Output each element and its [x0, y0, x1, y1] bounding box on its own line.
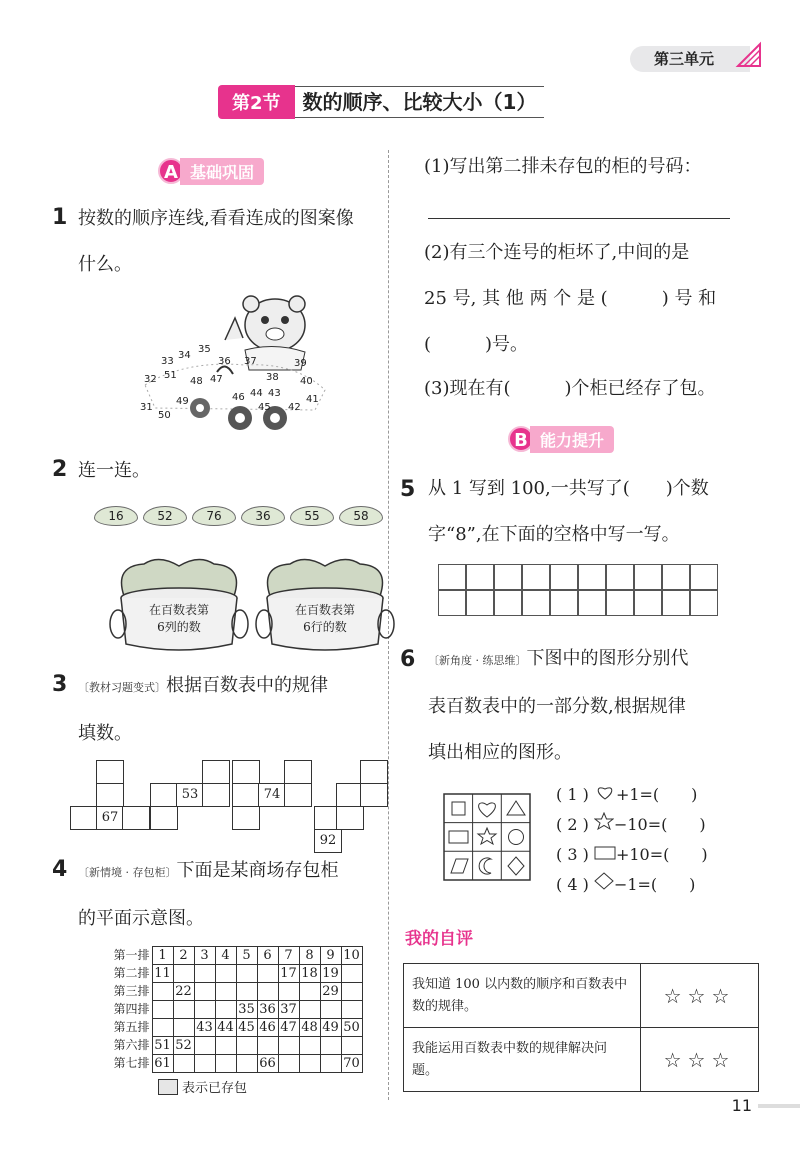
- locker-cell[interactable]: 70: [341, 1055, 362, 1073]
- writing-cell[interactable]: [466, 590, 494, 616]
- eval-text: 我能运用百数表中数的规律解决问题。: [404, 1028, 641, 1092]
- q2-text: 连一连。: [78, 460, 150, 481]
- locker-cell[interactable]: [194, 1055, 215, 1073]
- page-bar: [758, 1104, 800, 1108]
- puzzle-cell[interactable]: [232, 806, 260, 830]
- dot-label: 35: [198, 344, 211, 355]
- table-row: [104, 1055, 362, 1073]
- eval-stars[interactable]: ☆☆☆: [641, 1028, 759, 1092]
- locker-cell[interactable]: [257, 983, 278, 1001]
- locker-cell[interactable]: [320, 1037, 341, 1055]
- table-row: [404, 964, 759, 1028]
- dot-label: 32: [144, 374, 157, 385]
- locker-cell[interactable]: [299, 983, 320, 1001]
- q4-sub2: [424, 230, 734, 368]
- locker-cell[interactable]: [341, 965, 362, 983]
- writing-cell[interactable]: [606, 590, 634, 616]
- locker-cell[interactable]: [215, 1001, 236, 1019]
- writing-cell[interactable]: [494, 590, 522, 616]
- q6-eq4: [556, 870, 708, 900]
- locker-cell[interactable]: 35: [236, 1001, 257, 1019]
- eq-rest[interactable]: +10=( ): [615, 845, 708, 864]
- locker-cell[interactable]: 8: [299, 947, 320, 965]
- dot-label: 50: [158, 410, 171, 421]
- q6-line3: 填出相应的图形。: [428, 742, 572, 763]
- leaf-number[interactable]: 16: [94, 506, 138, 526]
- locker-cell[interactable]: [215, 983, 236, 1001]
- locker-cell[interactable]: [194, 1037, 215, 1055]
- section-title: 数的顺序、比较大小（1）: [295, 86, 545, 118]
- locker-cell[interactable]: 37: [278, 1001, 299, 1019]
- q5-number: 5: [400, 477, 416, 502]
- dot-label: 38: [266, 372, 279, 383]
- rectangle-icon: [449, 831, 468, 843]
- basket-column-6[interactable]: [104, 556, 254, 656]
- basket-label-line: 6行的数: [303, 620, 347, 634]
- triangle-icon: [507, 801, 525, 815]
- puzzle-cell[interactable]: [122, 806, 150, 830]
- writing-cell[interactable]: [690, 564, 718, 590]
- q6-eq2: [556, 810, 708, 840]
- locker-cell[interactable]: 11: [152, 965, 173, 983]
- locker-table: [104, 946, 363, 1073]
- puzzle-cell[interactable]: [232, 760, 260, 784]
- locker-cell[interactable]: 2: [173, 947, 194, 965]
- locker-cell[interactable]: 44: [215, 1019, 236, 1037]
- locker-cell[interactable]: 5: [236, 947, 257, 965]
- q4-tag: 〔新情境 · 存包柜〕: [78, 866, 177, 879]
- eq-rest[interactable]: −10=( ): [613, 815, 706, 834]
- table-row: [104, 965, 362, 983]
- locker-cell[interactable]: [341, 1037, 362, 1055]
- locker-cell[interactable]: 1: [152, 947, 173, 965]
- section-a-badge: [158, 158, 264, 184]
- puzzle-cell[interactable]: [284, 760, 312, 784]
- locker-cell[interactable]: 66: [257, 1055, 278, 1073]
- dot-label: 42: [288, 402, 301, 413]
- dot-label: 44: [250, 388, 263, 399]
- q1-line1: 按数的顺序连线,看看连成的图案像: [78, 208, 354, 229]
- dot-label: 41: [306, 394, 319, 405]
- q1-text: [78, 196, 354, 288]
- q1-dot-picture: [125, 290, 355, 430]
- q4-sub1: (1)写出第二排未存包的柜的号码：: [424, 156, 702, 177]
- locker-cell[interactable]: [341, 1001, 362, 1019]
- locker-cell[interactable]: [299, 1055, 320, 1073]
- q3-text: [78, 663, 328, 757]
- q4-text: [78, 848, 339, 942]
- locker-cell[interactable]: 19: [320, 965, 341, 983]
- self-eval-title: 我的自评: [405, 929, 473, 949]
- q4-sub3: (3)现在有( )个柜已经存了包。: [424, 378, 716, 399]
- locker-cell[interactable]: 61: [152, 1055, 173, 1073]
- locker-cell[interactable]: 43: [194, 1019, 215, 1037]
- locker-cell[interactable]: 29: [320, 983, 341, 1001]
- puzzle-cell[interactable]: [202, 760, 230, 784]
- puzzle-cell[interactable]: [202, 783, 230, 807]
- q6-number: 6: [400, 647, 416, 672]
- leaf-number[interactable]: 36: [241, 506, 285, 526]
- dot-label: 45: [258, 402, 271, 413]
- q4-sub2-line1: (2)有三个连号的柜坏了,中间的是: [424, 242, 690, 263]
- locker-cell[interactable]: [320, 1055, 341, 1073]
- q4-sub2-line3: ( )号。: [424, 334, 529, 355]
- writing-cell[interactable]: [466, 564, 494, 590]
- parallelogram-icon: [451, 859, 468, 873]
- eq-index: ( 4 ): [556, 875, 589, 894]
- rectangle-icon: [594, 846, 616, 860]
- locker-cell[interactable]: [320, 1001, 341, 1019]
- star-icon: [594, 812, 614, 830]
- bear-icon: [225, 296, 305, 370]
- dot-label: 34: [178, 350, 191, 361]
- dot-label: 47: [210, 374, 223, 385]
- locker-cell[interactable]: [236, 965, 257, 983]
- locker-cell[interactable]: [341, 983, 362, 1001]
- writing-cell[interactable]: [662, 590, 690, 616]
- section-b-letter: B: [508, 426, 534, 452]
- writing-cell[interactable]: [438, 564, 466, 590]
- locker-cell[interactable]: [278, 983, 299, 1001]
- q6-shape-grid: [443, 793, 531, 881]
- diamond-icon: [594, 872, 614, 890]
- table-row: [104, 1019, 362, 1037]
- table-row: [104, 1037, 362, 1055]
- table-row: [104, 947, 362, 965]
- locker-cell[interactable]: [257, 1037, 278, 1055]
- row-label: 第五排: [113, 1020, 150, 1034]
- writing-cell[interactable]: [606, 564, 634, 590]
- leaf-number[interactable]: 55: [290, 506, 334, 526]
- section-a-label: 基础巩固: [180, 158, 264, 185]
- writing-cell[interactable]: [550, 590, 578, 616]
- dot-label: 46: [232, 392, 245, 403]
- dot-label: 49: [176, 396, 189, 407]
- q6-equations: [556, 780, 708, 900]
- section-a-letter: A: [158, 158, 184, 184]
- locker-cell[interactable]: [215, 965, 236, 983]
- locker-cell[interactable]: [215, 1037, 236, 1055]
- leaf-number[interactable]: 76: [192, 506, 236, 526]
- locker-cell[interactable]: [173, 1001, 194, 1019]
- locker-cell[interactable]: 9: [320, 947, 341, 965]
- eq-index: ( 3 ): [556, 845, 589, 864]
- heart-icon: [594, 784, 616, 800]
- writing-cell[interactable]: [690, 590, 718, 616]
- writing-cell[interactable]: [438, 590, 466, 616]
- puzzle-cell[interactable]: [336, 806, 364, 830]
- puzzle-cell: 92: [314, 829, 342, 853]
- locker-cell[interactable]: [278, 1037, 299, 1055]
- eval-text: 我知道 100 以内数的顺序和百数表中数的规律。: [404, 964, 641, 1028]
- eq-index: ( 2 ): [556, 815, 589, 834]
- basket-label: [134, 602, 224, 636]
- dot-label: 33: [161, 356, 174, 367]
- section-b-badge: [508, 426, 614, 452]
- writing-cell[interactable]: [522, 590, 550, 616]
- q4-sub2-line2: 25 号, 其 他 两 个 是 ( ) 号 和: [424, 288, 717, 309]
- q6-eq1: [556, 780, 708, 810]
- puzzle-cell[interactable]: [150, 783, 178, 807]
- star-icon: [478, 828, 496, 844]
- q3-tag: 〔教材习题变式〕: [78, 681, 166, 694]
- puzzle-cell[interactable]: [70, 806, 98, 830]
- section-tag: 第2节: [218, 85, 295, 119]
- locker-cell[interactable]: 6: [257, 947, 278, 965]
- moon-icon: [479, 858, 491, 874]
- q2-number: 2: [52, 457, 68, 482]
- puzzle-cell[interactable]: [284, 783, 312, 807]
- locker-diagram: [104, 946, 363, 1096]
- diamond-icon: [508, 857, 524, 875]
- writing-cell[interactable]: [634, 564, 662, 590]
- eval-stars[interactable]: ☆☆☆: [641, 964, 759, 1028]
- eq-rest[interactable]: −1=( ): [613, 875, 696, 894]
- q1-line2: 什么。: [78, 254, 132, 275]
- leaf-number[interactable]: 58: [339, 506, 383, 526]
- locker-cell[interactable]: 4: [215, 947, 236, 965]
- dot-label: 39: [294, 358, 307, 369]
- puzzle-cell: 53: [176, 783, 204, 807]
- writing-cell[interactable]: [662, 564, 690, 590]
- locker-cell[interactable]: 22: [173, 983, 194, 1001]
- puzzle-cell[interactable]: [96, 783, 124, 807]
- locker-cell[interactable]: [152, 1001, 173, 1019]
- locker-cell[interactable]: 36: [257, 1001, 278, 1019]
- table-row: [404, 1028, 759, 1092]
- writing-cell[interactable]: [634, 590, 662, 616]
- puzzle-cell: 67: [96, 806, 124, 830]
- locker-cell[interactable]: [173, 1019, 194, 1037]
- row-label: 第三排: [113, 984, 150, 998]
- section-b-label: 能力提升: [530, 426, 614, 453]
- locker-cell[interactable]: [194, 1001, 215, 1019]
- locker-cell[interactable]: [152, 1019, 173, 1037]
- q3-number: 3: [52, 672, 68, 697]
- locker-legend: [158, 1077, 363, 1096]
- writing-cell[interactable]: [494, 564, 522, 590]
- q5-text: [428, 466, 748, 558]
- self-eval-table: [403, 963, 759, 1092]
- q4-sub1-answer-line[interactable]: [428, 218, 730, 219]
- table-row: [104, 983, 362, 1001]
- q6-line2: 表百数表中的一部分数,根据规律: [428, 696, 686, 717]
- locker-cell[interactable]: [173, 1055, 194, 1073]
- dot-label: 37: [244, 356, 257, 367]
- locker-cell[interactable]: 7: [278, 947, 299, 965]
- q6-eq3: [556, 840, 708, 870]
- q3-line1: 根据百数表中的规律: [166, 675, 328, 696]
- locker-cell[interactable]: [152, 983, 173, 1001]
- locker-cell[interactable]: 48: [299, 1019, 320, 1037]
- writing-cell[interactable]: [550, 564, 578, 590]
- locker-cell[interactable]: 18: [299, 965, 320, 983]
- locker-cell[interactable]: [299, 1001, 320, 1019]
- row-label: 第二排: [113, 966, 150, 980]
- locker-cell[interactable]: 10: [341, 947, 362, 965]
- locker-cell[interactable]: 47: [278, 1019, 299, 1037]
- legend-text: 表示已存包: [182, 1081, 248, 1096]
- locker-cell[interactable]: 3: [194, 947, 215, 965]
- locker-cell[interactable]: 46: [257, 1019, 278, 1037]
- q1-number: 1: [52, 205, 68, 230]
- writing-cell[interactable]: [522, 564, 550, 590]
- page-number: 11: [731, 1096, 752, 1115]
- q4-number: 4: [52, 857, 68, 882]
- section-heading: [218, 86, 544, 118]
- puzzle-cell[interactable]: [150, 806, 178, 830]
- row-label: 第七排: [113, 1056, 150, 1070]
- q5-line1: 从 1 写到 100,一共写了( )个数: [428, 478, 709, 499]
- puzzle-cell[interactable]: [360, 760, 388, 784]
- table-row: [104, 1001, 362, 1019]
- locker-cell[interactable]: 45: [236, 1019, 257, 1037]
- basket-label-line: 在百数表第: [294, 603, 355, 617]
- locker-cell[interactable]: [236, 1055, 257, 1073]
- dot-label: 43: [268, 388, 281, 399]
- q5-line2: 字“8”,在下面的空格中写一写。: [428, 524, 680, 545]
- locker-cell[interactable]: 50: [341, 1019, 362, 1037]
- basket-label-line: 6列的数: [157, 620, 201, 634]
- q3-line2: 填数。: [78, 723, 132, 744]
- dot-label: 31: [140, 402, 153, 413]
- writing-cell[interactable]: [578, 590, 606, 616]
- locker-cell[interactable]: [236, 983, 257, 1001]
- q6-line1: 下图中的图形分别代: [526, 648, 689, 669]
- locker-cell[interactable]: [257, 965, 278, 983]
- unit-label: 第三单元: [654, 50, 715, 68]
- locker-cell[interactable]: [278, 1055, 299, 1073]
- dot-label: 40: [300, 376, 313, 387]
- q6-text: [428, 636, 748, 776]
- unit-logo-icon: [734, 40, 764, 70]
- row-label: 第六排: [113, 1038, 150, 1052]
- heart-icon: [479, 803, 496, 817]
- leaf-number[interactable]: 52: [143, 506, 187, 526]
- unit-tab: [630, 46, 750, 72]
- row-label: 第四排: [113, 1002, 150, 1016]
- locker-cell[interactable]: [215, 1055, 236, 1073]
- row-label: 第一排: [113, 948, 150, 962]
- locker-cell[interactable]: [194, 983, 215, 1001]
- locker-cell[interactable]: 51: [152, 1037, 173, 1055]
- basket-label-line: 在百数表第: [148, 603, 209, 617]
- puzzle-cell: 74: [258, 783, 286, 807]
- puzzle-cell[interactable]: [232, 783, 260, 807]
- q2-leaf-row: [94, 506, 386, 526]
- locker-cell[interactable]: [173, 965, 194, 983]
- basket-row-6[interactable]: [250, 556, 400, 656]
- locker-cell[interactable]: [299, 1037, 320, 1055]
- locker-cell[interactable]: 17: [278, 965, 299, 983]
- q4-line2: 的平面示意图。: [78, 908, 204, 929]
- locker-cell[interactable]: [236, 1037, 257, 1055]
- locker-cell[interactable]: 52: [173, 1037, 194, 1055]
- writing-cell[interactable]: [578, 564, 606, 590]
- circle-icon: [509, 830, 524, 845]
- locker-cell[interactable]: [194, 965, 215, 983]
- basket-label: [280, 602, 370, 636]
- puzzle-cell[interactable]: [96, 760, 124, 784]
- dot-label: 48: [190, 376, 203, 387]
- q6-tag: 〔新角度 · 练思维〕: [428, 654, 527, 667]
- dot-label: 36: [218, 356, 231, 367]
- eq-rest[interactable]: +1=( ): [615, 785, 698, 804]
- eq-index: ( 1 ): [556, 785, 589, 804]
- square-icon: [452, 802, 465, 815]
- legend-swatch: [158, 1079, 178, 1095]
- puzzle-cell[interactable]: [360, 783, 388, 807]
- dot-label: 51: [164, 370, 177, 381]
- q4-line1: 下面是某商场存包柜: [176, 860, 339, 881]
- locker-cell[interactable]: 49: [320, 1019, 341, 1037]
